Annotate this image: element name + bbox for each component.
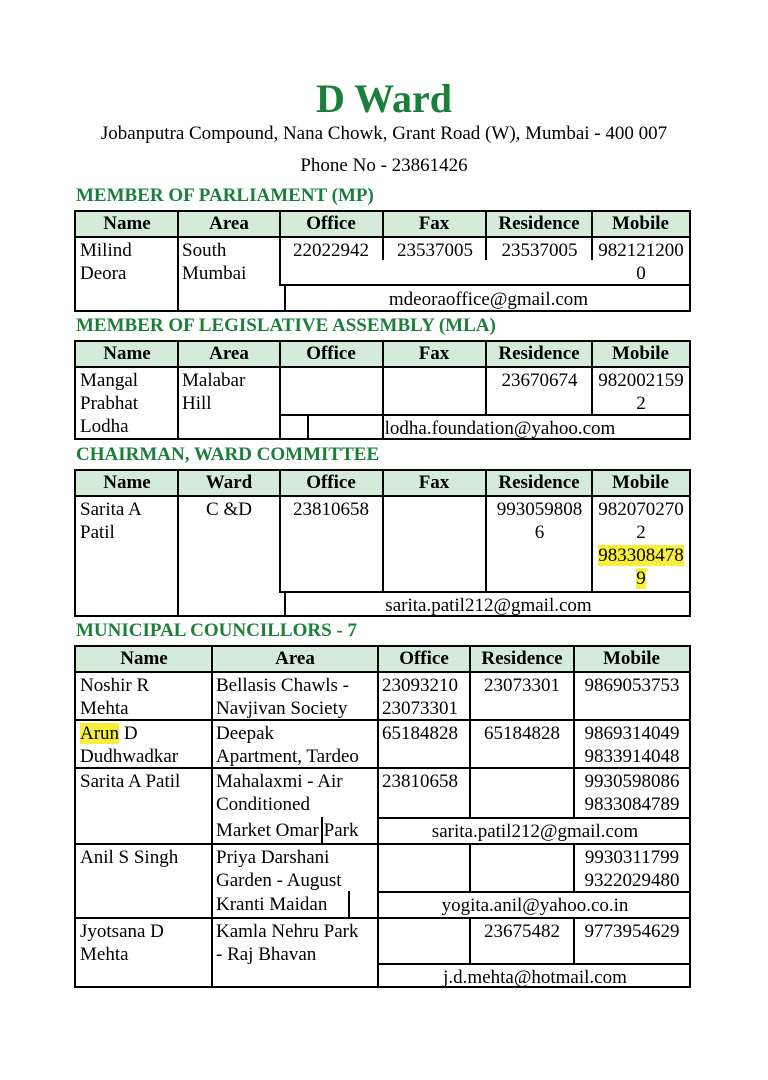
councillor-4-mobile-line1: 9930311799: [584, 847, 680, 868]
col-name: Name: [103, 472, 151, 493]
highlighted-name: Arun: [80, 723, 120, 744]
councillor-4-name: Anil S Singh: [80, 847, 179, 868]
col-mobile: Mobile: [603, 648, 660, 669]
col-name: Name: [103, 343, 151, 364]
councillors-header-row: [76, 647, 689, 673]
mp-name-line1: Milind: [80, 240, 132, 261]
councillor-2-mobile-line2: 9833914048: [584, 746, 680, 767]
chairman-name-line2: Patil: [80, 522, 115, 543]
col-fax: Fax: [418, 343, 450, 364]
mla-mobile-line2: 2: [636, 393, 646, 414]
chairman-email[interactable]: sarita.patil212@gmail.com: [385, 595, 592, 616]
councillor-5-area-line2: - Raj Bhavan: [216, 944, 317, 965]
ward-address: Jobanputra Compound, Nana Chowk, Grant Road (W), Mumbai - 400 007: [100, 123, 668, 144]
councillor-3-area-line3: Market Omar Park: [216, 820, 359, 841]
councillor-5-mobile: 9773954629: [584, 921, 680, 942]
councillor-5-name-line1: Jyotsana D: [80, 921, 164, 942]
chairman-mobile-line3: [593, 544, 689, 567]
mp-area-line2: Mumbai: [182, 263, 247, 284]
ward-phone: Phone No - 23861426: [300, 155, 468, 176]
chairman-office: 23810658: [293, 499, 369, 520]
chairman-mobile-line1: 982070270: [598, 499, 684, 520]
mp-area-line1: South: [182, 240, 227, 261]
col-area: Area: [209, 343, 249, 364]
councillor-1-name-line2: Mehta: [80, 698, 129, 719]
mp-table: [74, 210, 691, 312]
councillor-5-area-line1: Kamla Nehru Park: [216, 921, 359, 942]
councillor-4-area-line1: Priya Darshani: [216, 847, 330, 868]
mla-name-line1: Mangal: [80, 370, 139, 391]
ward-title: D Ward: [316, 76, 452, 121]
councillor-1-office-line2: 23073301: [382, 698, 458, 719]
councillor-3-name: Sarita A Patil: [80, 771, 181, 792]
mp-residence: 23537005: [501, 240, 578, 261]
col-office: Office: [306, 343, 356, 364]
col-office: Office: [306, 213, 356, 234]
councillor-4-email[interactable]: yogita.anil@yahoo.co.in: [441, 895, 629, 916]
col-name: Name: [120, 648, 168, 669]
chairman-residence-line2: 6: [534, 522, 545, 543]
mla-mobile-line1: 982002159: [598, 370, 684, 391]
mla-name-line2: Prabhat: [80, 393, 139, 414]
councillors-table: [74, 645, 691, 988]
councillor-4-area-line2: Garden - August: [216, 870, 342, 891]
mp-name-line2: Deora: [80, 263, 127, 284]
chairman-residence-line1: 993059808: [496, 499, 583, 520]
col-mobile: Mobile: [612, 213, 669, 234]
chairman-heading: CHAIRMAN, WARD COMMITTEE: [76, 444, 380, 465]
col-mobile: Mobile: [612, 472, 669, 493]
mla-heading: MEMBER OF LEGISLATIVE ASSEMBLY (MLA): [76, 315, 496, 336]
councillor-3-office: 23810658: [382, 771, 458, 792]
col-residence: Residence: [498, 213, 580, 234]
councillor-1-name-line1: Noshir R: [80, 675, 150, 696]
col-area: Area: [275, 648, 315, 669]
chairman-mobile-line2: 2: [636, 522, 646, 543]
mp-mobile-line1: 982121200: [598, 240, 684, 261]
mla-table: [74, 340, 691, 440]
councillor-2-area-line1: Deepak: [216, 723, 275, 744]
councillor-2-name-line1: [80, 722, 138, 745]
councillor-3-area-line2: Conditioned: [216, 794, 310, 815]
councillor-3-area-line1: Mahalaxmi - Air: [216, 771, 343, 792]
mp-mobile-line2: 0: [636, 263, 646, 284]
councillor-2-residence: 65184828: [484, 723, 560, 744]
councillor-3-mobile-line1: 9930598086: [584, 771, 680, 792]
col-ward: Ward: [205, 472, 253, 493]
councillor-2-name-line2: Dudhwadkar: [80, 746, 179, 767]
mla-name-line3: Lodha: [80, 416, 129, 437]
councillor-4-mobile-line2: 9322029480: [584, 870, 680, 891]
col-name: Name: [103, 213, 151, 234]
councillor-5-residence: 23675482: [484, 921, 560, 942]
col-residence: Residence: [498, 343, 580, 364]
councillors-heading: MUNICIPAL COUNCILLORS - 7: [76, 620, 357, 641]
councillor-2-area-line2: Apartment, Tardeo: [216, 746, 359, 767]
mla-email[interactable]: lodha.foundation@yahoo.com: [384, 418, 616, 439]
chairman-name-line1: Sarita A: [80, 499, 142, 520]
col-residence: Residence: [481, 648, 563, 669]
councillor-4-area-line3: Kranti Maidan: [216, 894, 328, 915]
councillor-3-email[interactable]: sarita.patil212@gmail.com: [431, 821, 639, 842]
chairman-ward: C &D: [206, 499, 252, 520]
councillor-1-office-line1: 23093210: [382, 675, 458, 696]
col-fax: Fax: [418, 213, 450, 234]
councillor-1-residence: 23073301: [484, 675, 560, 696]
mla-area-line2: Hill: [182, 393, 212, 414]
col-office: Office: [399, 648, 449, 669]
councillor-5-email[interactable]: j.d.mehta@hotmail.com: [443, 967, 627, 988]
col-area: Area: [209, 213, 249, 234]
councillor-1-area-line1: Bellasis Chawls -: [216, 675, 349, 696]
col-mobile: Mobile: [612, 343, 669, 364]
councillor-3-mobile-line2: 9833084789: [584, 794, 680, 815]
mp-office: 22022942: [293, 240, 369, 261]
councillor-2-name-rest: D: [119, 723, 138, 744]
highlighted-mobile-cont: 9: [636, 568, 646, 589]
col-fax: Fax: [418, 472, 450, 493]
councillor-1-area-line2: Navjivan Society: [216, 698, 348, 719]
councillor-5-name-line2: Mehta: [80, 944, 129, 965]
col-office: Office: [306, 472, 356, 493]
mp-email[interactable]: mdeoraoffice@gmail.com: [388, 289, 589, 310]
chairman-mobile-line4: [593, 567, 689, 590]
mp-heading: MEMBER OF PARLIAMENT (MP): [76, 185, 374, 206]
col-residence: Residence: [498, 472, 580, 493]
councillor-2-office: 65184828: [382, 723, 458, 744]
mla-residence: 23670674: [501, 370, 578, 391]
councillor-1-mobile: 9869053753: [584, 675, 680, 696]
councillor-2-mobile-line1: 9869314049: [584, 723, 680, 744]
chairman-table: [74, 469, 691, 617]
mla-area-line1: Malabar: [182, 370, 246, 391]
mp-fax: 23537005: [397, 240, 473, 261]
highlighted-mobile: 983308478: [598, 545, 684, 566]
